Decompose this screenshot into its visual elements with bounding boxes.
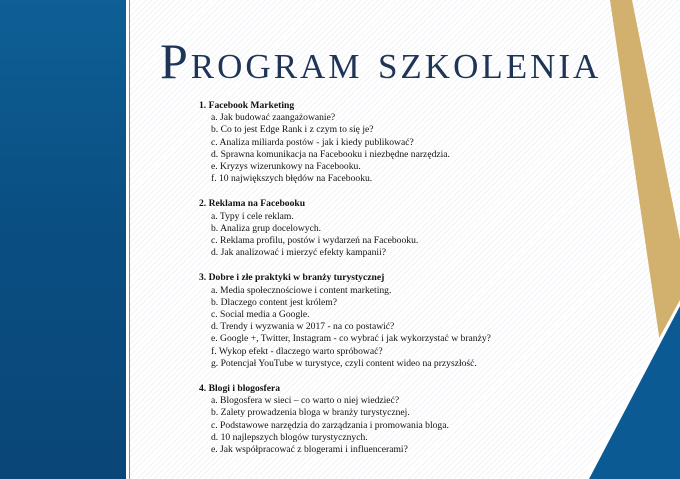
list-item: c. Analiza miliarda postów - jak i kiedy publikować? xyxy=(211,136,414,148)
section-title: 2. Reklama na Facebooku xyxy=(199,198,306,210)
list-item: c. Social media a Google. xyxy=(211,309,310,321)
list-item: c. Podstawowe narzędzia do zarządzania i promowania bloga. xyxy=(211,419,449,431)
list-item: a. Typy i cele reklam. xyxy=(211,210,294,222)
list-item: e. Google +, Twitter, Instagram - co wybrać i jak wykorzystać w branży? xyxy=(211,333,491,345)
list-item: a. Blogosfera w sieci – co warto o niej wiedzieć? xyxy=(211,395,400,407)
list-item: f. 10 największych błędów na Facebooku. xyxy=(211,173,373,185)
list-item: a. Jak budować zaangażowanie? xyxy=(211,112,336,124)
list-item: b. Analiza grup docelowych. xyxy=(211,222,322,234)
program-content xyxy=(199,100,599,469)
section-blogs xyxy=(199,383,599,456)
list-item: b. Zalety prowadzenia bloga w branży turystycznej. xyxy=(211,407,410,419)
section-title: 1. Facebook Marketing xyxy=(199,100,295,111)
list-item: g. Potencjał YouTube w turystyce, czyli content wideo na przyszłość. xyxy=(211,357,477,369)
list-item: d. Jak analizować i mierzyć efekty kampanii? xyxy=(211,247,387,259)
section-facebook-marketing xyxy=(199,100,599,185)
section-facebook-ads xyxy=(199,198,599,259)
list-item: b. Dlaczego content jest królem? xyxy=(211,296,338,308)
list-item: a. Media społecznościowe i content marketing. xyxy=(211,284,392,296)
list-item: c. Reklama profilu, postów i wydarzeń na Facebooku. xyxy=(211,235,419,247)
list-item: e. Jak współpracować z blogerami i influencerami? xyxy=(211,444,408,456)
list-item: b. Co to jest Edge Rank i z czym to się je? xyxy=(211,124,374,136)
section-title: 4. Blogi i blogosfera xyxy=(199,383,281,395)
list-item: f. Wykop efekt - dlaczego warto spróbować? xyxy=(211,345,383,357)
list-item: d. Trendy i wyzwania w 2017 - na co postawić? xyxy=(211,321,395,333)
page-title: Program szkolenia xyxy=(160,33,602,89)
section-tourism-practices xyxy=(199,272,599,370)
section-title: 3. Dobre i złe praktyki w branży turystycznej xyxy=(199,272,385,284)
left-blue-band xyxy=(0,0,126,479)
list-item: d. Sprawna komunikacja na Facebooku i niezbędne narzędzia. xyxy=(211,148,450,160)
list-item: d. 10 najlepszych blogów turystycznych. xyxy=(211,431,368,443)
left-band-divider-line xyxy=(129,0,130,479)
list-item: e. Kryzys wizerunkowy na Facebooku. xyxy=(211,161,361,173)
